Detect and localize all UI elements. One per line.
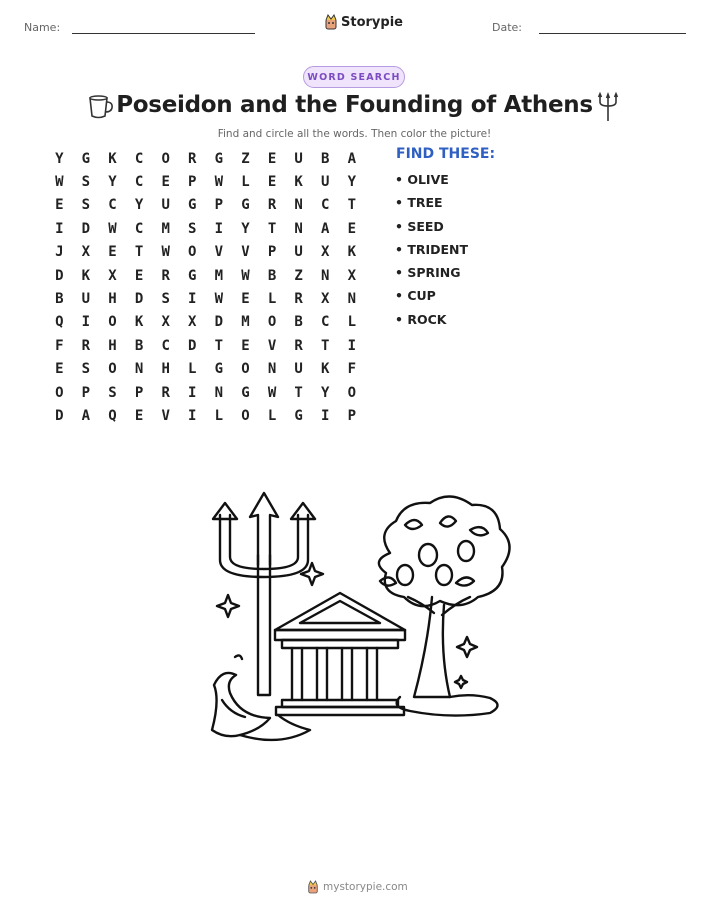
olive-tree-drawing [379,496,510,715]
grid-letter[interactable]: C [321,197,330,214]
grid-letter[interactable]: W [214,174,224,191]
grid-row [46,147,365,170]
grid-letter[interactable]: T [134,244,144,261]
grid-letter[interactable]: L [267,291,277,308]
grid-letter[interactable]: E [347,220,357,237]
grid-letter[interactable]: U [81,291,91,308]
word-list-item: • CUP [395,288,436,304]
grid-letter[interactable]: T [214,337,224,354]
grid-letter[interactable]: B [134,337,144,354]
grid-letter[interactable]: A [81,407,91,424]
grid-letter[interactable]: O [241,407,250,424]
grid-letter[interactable]: P [347,407,357,424]
grid-letter[interactable]: R [294,291,303,308]
grid-letter[interactable]: C [108,197,117,214]
grid-letter[interactable]: X [108,267,117,284]
grid-letter[interactable]: Y [241,220,250,237]
grid-letter[interactable]: V [241,244,250,261]
grid-letter[interactable]: J [55,244,64,261]
grid-letter[interactable]: P [214,197,224,214]
grid-letter[interactable]: L [214,407,224,424]
grid-letter[interactable]: A [321,220,330,237]
grid-letter[interactable]: Y [134,197,144,214]
grid-letter[interactable]: U [161,197,170,214]
word-search-grid [46,147,365,428]
grid-letter[interactable]: Z [241,150,250,167]
grid-row [46,264,365,287]
grid-letter[interactable]: S [81,197,91,214]
date-label: Date: [492,21,522,34]
grid-letter[interactable]: C [321,314,330,331]
grid-letter[interactable]: G [188,267,197,284]
grid-letter[interactable]: S [81,174,91,191]
grid-letter[interactable]: M [241,314,250,331]
grid-letter[interactable]: G [241,384,250,401]
grid-letter[interactable]: R [267,197,277,214]
grid-letter[interactable]: X [347,267,357,284]
grid-letter[interactable]: N [321,267,330,284]
grid-letter[interactable]: R [81,337,91,354]
grid-letter[interactable]: K [108,150,117,167]
grid-letter[interactable]: E [55,197,64,214]
grid-letter[interactable]: Y [55,150,64,167]
grid-letter[interactable]: E [108,244,117,261]
word-list-item: • SPRING [395,265,461,281]
grid-letter[interactable]: L [267,407,277,424]
grid-letter[interactable]: C [134,150,144,167]
grid-letter[interactable]: M [161,220,170,237]
grid-letter[interactable]: U [294,244,303,261]
grid-letter[interactable]: E [241,337,250,354]
grid-row [46,358,365,381]
grid-letter[interactable]: I [188,407,197,424]
grid-letter[interactable]: I [55,220,64,237]
grid-letter[interactable]: D [55,407,64,424]
grid-letter[interactable]: S [188,220,197,237]
grid-letter[interactable]: I [321,407,330,424]
grid-letter[interactable]: C [134,174,144,191]
grid-letter[interactable]: B [294,314,303,331]
grid-letter[interactable]: L [188,361,197,378]
word-list-item: • TREE [395,195,443,211]
word-list [395,172,468,335]
word-list-item: • OLIVE [395,172,449,187]
grid-letter[interactable]: E [267,174,277,191]
grid-letter[interactable]: S [108,384,117,401]
grid-letter[interactable]: P [188,174,197,191]
name-label: Name: [24,21,61,34]
grid-letter[interactable]: W [161,244,170,261]
grid-letter[interactable]: V [267,337,277,354]
footer [307,880,408,894]
grid-row [46,311,365,334]
grid-letter[interactable]: D [55,267,64,284]
grid-letter[interactable]: I [347,337,357,354]
grid-letter[interactable]: D [81,220,91,237]
grid-row [46,241,365,264]
grid-letter[interactable]: H [161,361,170,378]
grid-letter[interactable]: N [267,361,277,378]
grid-letter[interactable]: E [241,291,250,308]
grid-letter[interactable]: G [294,407,303,424]
grid-letter[interactable]: O [108,314,117,331]
grid-letter[interactable]: U [294,361,303,378]
grid-letter[interactable]: R [161,267,170,284]
word-search-badge: WORD SEARCH [303,66,405,88]
word-list-item: • ROCK [395,311,447,327]
grid-letter[interactable]: Y [347,174,357,191]
grid-letter[interactable]: S [161,291,170,308]
grid-letter[interactable]: O [108,361,117,378]
grid-letter[interactable]: V [161,407,170,424]
grid-letter[interactable]: I [214,220,224,237]
grid-letter[interactable]: T [321,337,330,354]
grid-row [46,404,365,427]
grid-letter[interactable]: X [321,291,330,308]
grid-letter[interactable]: A [347,150,357,167]
grid-letter[interactable]: Y [321,384,330,401]
grid-letter[interactable]: O [267,314,277,331]
grid-letter[interactable]: M [214,267,224,284]
grid-letter[interactable]: F [347,361,357,378]
poseidon-athens-illustration [200,485,520,750]
grid-letter[interactable]: R [161,384,170,401]
grid-letter[interactable]: L [347,314,357,331]
grid-letter[interactable]: D [214,314,224,331]
grid-letter[interactable]: G [214,361,224,378]
grid-letter[interactable]: P [81,384,91,401]
grid-letter[interactable]: Q [108,407,117,424]
grid-letter[interactable]: R [188,150,197,167]
storypie-mascot-icon [324,14,338,30]
grid-letter[interactable]: B [321,150,330,167]
grid-letter[interactable]: K [347,244,357,261]
grid-row [46,334,365,357]
grid-letter[interactable]: C [161,337,170,354]
grid-letter[interactable]: G [188,197,197,214]
temple-drawing [275,593,405,715]
grid-letter[interactable]: E [134,267,144,284]
grid-letter[interactable]: O [188,244,197,261]
grid-letter[interactable]: H [108,337,117,354]
grid-letter[interactable]: E [134,407,144,424]
grid-letter[interactable]: P [134,384,144,401]
date-line[interactable] [539,33,686,34]
grid-letter[interactable]: Q [55,314,64,331]
grid-letter[interactable]: X [188,314,197,331]
grid-letter[interactable]: X [321,244,330,261]
grid-letter[interactable]: V [214,244,224,261]
storypie-mascot-icon [307,880,319,894]
grid-letter[interactable]: E [55,361,64,378]
grid-letter[interactable]: N [214,384,224,401]
grid-letter[interactable]: F [55,337,64,354]
grid-letter[interactable]: E [267,150,277,167]
grid-letter[interactable]: G [214,150,224,167]
grid-letter[interactable]: X [81,244,91,261]
grid-letter[interactable]: N [294,197,303,214]
grid-letter[interactable]: B [267,267,277,284]
grid-letter[interactable]: K [321,361,330,378]
grid-row [46,194,365,217]
grid-letter[interactable]: W [241,267,250,284]
grid-letter[interactable]: Z [294,267,303,284]
grid-letter[interactable]: G [241,197,250,214]
grid-letter[interactable]: U [294,150,303,167]
grid-letter[interactable]: B [55,291,64,308]
grid-row [46,170,365,193]
grid-letter[interactable]: D [134,291,144,308]
grid-letter[interactable]: T [347,197,357,214]
grid-row [46,287,365,310]
grid-letter[interactable]: I [81,314,91,331]
grid-letter[interactable]: G [81,150,91,167]
grid-letter[interactable]: N [347,291,357,308]
storypie-logo [324,14,403,30]
grid-letter[interactable]: X [161,314,170,331]
grid-letter[interactable]: T [267,220,277,237]
grid-letter[interactable]: K [294,174,303,191]
grid-letter[interactable]: W [108,220,117,237]
grid-letter[interactable]: H [108,291,117,308]
grid-letter[interactable]: W [214,291,224,308]
word-list-item: • TRIDENT [395,241,469,257]
grid-letter[interactable]: L [241,174,250,191]
grid-letter[interactable]: T [294,384,303,401]
grid-letter[interactable]: C [134,220,144,237]
grid-letter[interactable]: K [81,267,91,284]
name-line[interactable] [72,33,255,34]
page-title: Poseidon and the Founding of Athens [116,92,593,118]
grid-letter[interactable]: S [81,361,91,378]
grid-letter[interactable]: I [188,384,197,401]
grid-row [46,381,365,404]
footer-url[interactable]: mystorypie.com [323,881,408,893]
grid-letter[interactable]: N [134,361,144,378]
grid-letter[interactable]: Y [108,174,117,191]
grid-letter[interactable]: W [55,174,64,191]
grid-letter[interactable]: W [267,384,277,401]
grid-letter[interactable]: E [161,174,170,191]
grid-letter[interactable]: O [241,361,250,378]
grid-letter[interactable]: R [294,337,303,354]
word-list-item: • SEED [395,218,444,234]
grid-letter[interactable]: O [347,384,357,401]
brand-name: Storypie [341,14,403,30]
grid-letter[interactable]: O [161,150,170,167]
instructions: Find and circle all the words. Then color the picture! [217,128,492,140]
grid-letter[interactable]: K [134,314,144,331]
grid-letter[interactable]: D [188,337,197,354]
grid-letter[interactable]: N [294,220,303,237]
grid-row [46,217,365,240]
grid-letter[interactable]: P [267,244,277,261]
grid-letter[interactable]: O [55,384,64,401]
grid-letter[interactable]: U [321,174,330,191]
find-these-heading: FIND THESE: [396,146,496,162]
grid-letter[interactable]: I [188,291,197,308]
